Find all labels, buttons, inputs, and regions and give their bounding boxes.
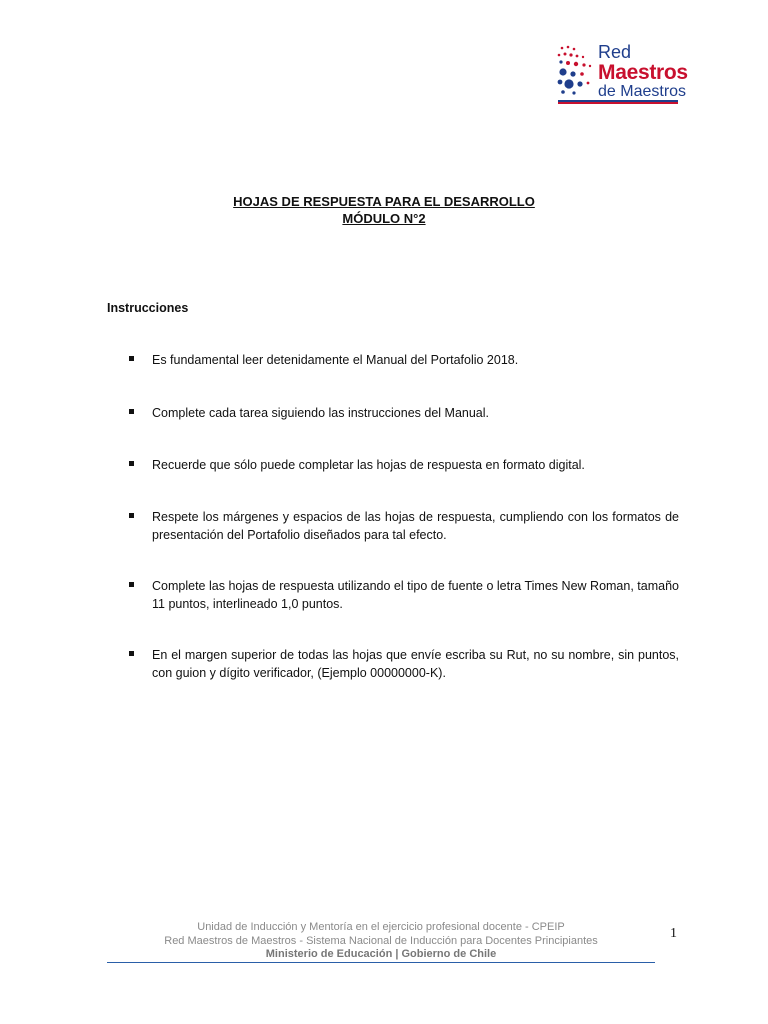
red-maestros-logo [556, 42, 688, 106]
square-bullet-icon [129, 582, 134, 587]
logo-line-red: Red [598, 42, 632, 62]
instructions-heading: Instrucciones [107, 301, 189, 315]
square-bullet-icon [129, 461, 134, 466]
list-item-text: Recuerde que sólo puede completar las hojas de respuesta en formato digital. [152, 458, 585, 472]
footer-line-3: Ministerio de Educación | Gobierno de Chile [265, 948, 497, 960]
title-line-1: HOJAS DE RESPUESTA PARA EL DESARROLLO [233, 194, 535, 209]
list-item [129, 508, 679, 544]
logo-wordmark [598, 42, 688, 100]
list-item [129, 404, 679, 422]
list-item [129, 577, 679, 613]
logo-underline [558, 100, 678, 104]
list-item [129, 456, 679, 474]
list-item-text: Complete cada tarea siguiendo las instrucciones del Manual. [152, 406, 489, 420]
footer-line-1: Unidad de Inducción y Mentoría en el ejercicio profesional docente - CPEIP [197, 921, 565, 933]
square-bullet-icon [129, 651, 134, 656]
square-bullet-icon [129, 409, 134, 414]
list-item [129, 646, 679, 682]
page-footer [107, 921, 655, 962]
list-item-text: Respete los márgenes y espacios de las hojas de respuesta, cumpliendo con los formatos de presentación del Portafolio diseñados para tal efecto. [152, 510, 679, 542]
square-bullet-icon [129, 356, 134, 361]
page-number: 1 [670, 926, 677, 941]
square-bullet-icon [129, 513, 134, 518]
list-item-text: En el margen superior de todas las hojas que envíe escriba su Rut, no su nombre, sin puntos, con guion y dígito verificador, (Ejemplo 00000000-K). [152, 648, 679, 680]
list-item-text: Complete las hojas de respuesta utilizando el tipo de fuente o letra Times New Roman, tamaño 11 puntos, interlineado 1,0 puntos. [152, 579, 679, 611]
footer-line-2: Red Maestros de Maestros - Sistema Nacional de Inducción para Docentes Principiantes [164, 934, 598, 947]
logo-line-de-maestros: de Maestros [598, 83, 687, 100]
title-line-2: MÓDULO N°2 [342, 211, 426, 226]
document-title [0, 193, 768, 227]
logo-line-maestros: Maestros [598, 61, 688, 84]
dots-logo-icon [556, 44, 596, 96]
list-item-text: Es fundamental leer detenidamente el Manual del Portafolio 2018. [152, 353, 519, 367]
footer-divider [107, 962, 655, 963]
list-item [129, 351, 679, 369]
